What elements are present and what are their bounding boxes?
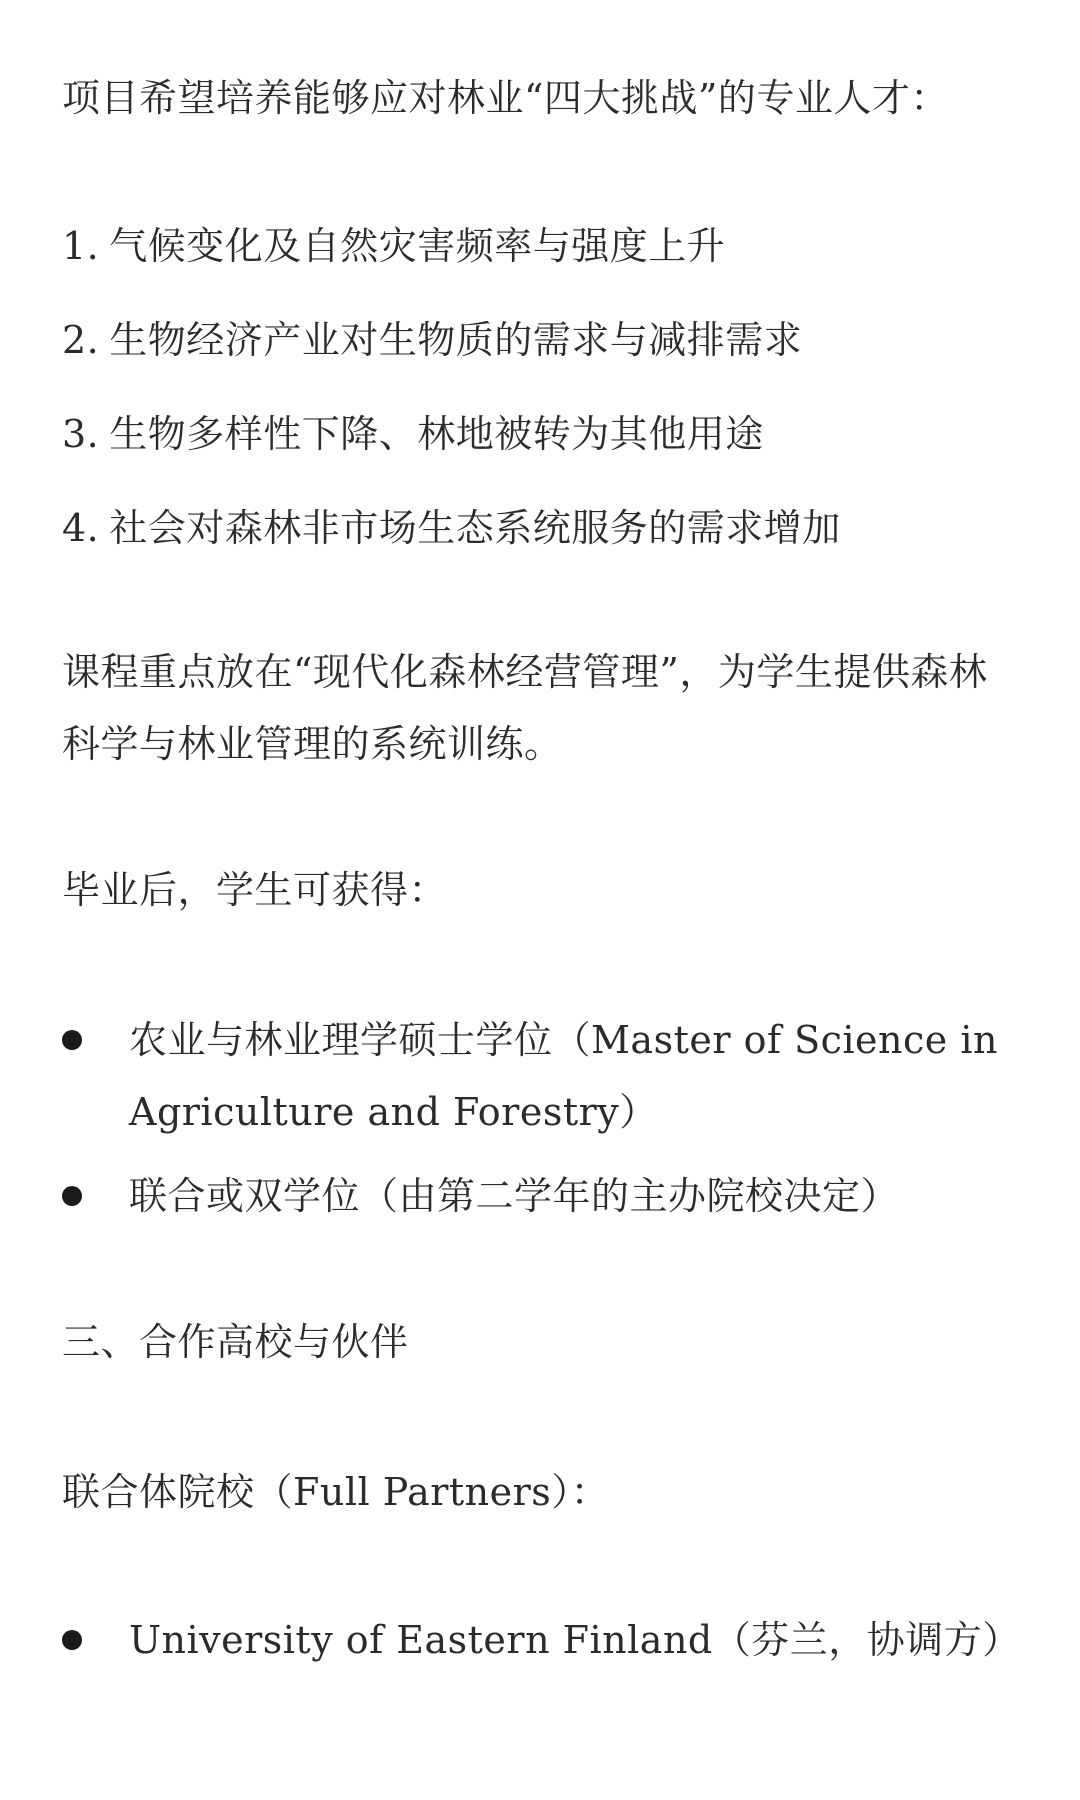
partner-text: University of Eastern Finland（芬兰，协调方）: [129, 1618, 1021, 1662]
challenge-item: [62, 210, 1020, 282]
degrees-list: [62, 1004, 1020, 1232]
bullet-icon: [62, 1630, 82, 1650]
degree-item: [62, 1160, 1020, 1232]
bullet-icon: [62, 1186, 82, 1206]
challenges-list: [62, 210, 1020, 564]
challenge-text: 气候变化及自然灾害频率与强度上升: [109, 224, 726, 268]
challenge-item: [62, 492, 1020, 564]
challenge-number: 2.: [62, 318, 100, 362]
degree-item: [62, 1004, 1020, 1148]
partners-label: 联合体院校（Full Partners）：: [62, 1470, 610, 1514]
focus-paragraph: 课程重点放在“现代化森林经营管理”，为学生提供森林科学与林业管理的系统训练。: [62, 650, 988, 766]
challenge-text: 社会对森林非市场生态系统服务的需求增加: [109, 506, 841, 550]
section-heading: 三、合作高校与伙伴: [62, 1320, 409, 1364]
challenge-item: [62, 304, 1020, 376]
partner-item: [62, 1604, 1020, 1676]
challenge-number: 3.: [62, 412, 100, 456]
degree-text: 联合或双学位（由第二学年的主办院校决定）: [129, 1174, 900, 1218]
challenge-number: 1.: [62, 224, 100, 268]
graduation-intro: 毕业后，学生可获得：: [62, 868, 448, 912]
bullet-icon: [62, 1030, 82, 1050]
challenge-text: 生物经济产业对生物质的需求与减排需求: [109, 318, 803, 362]
challenge-item: [62, 398, 1020, 470]
partners-list: [62, 1604, 1020, 1676]
challenge-text: 生物多样性下降、林地被转为其他用途: [109, 412, 764, 456]
degree-text: 农业与林业理学硕士学位（Master of Science in Agriculture and Forestry）: [129, 1018, 998, 1134]
intro-paragraph: 项目希望培养能够应对林业“四大挑战”的专业人才：: [62, 76, 949, 120]
challenge-number: 4.: [62, 506, 100, 550]
